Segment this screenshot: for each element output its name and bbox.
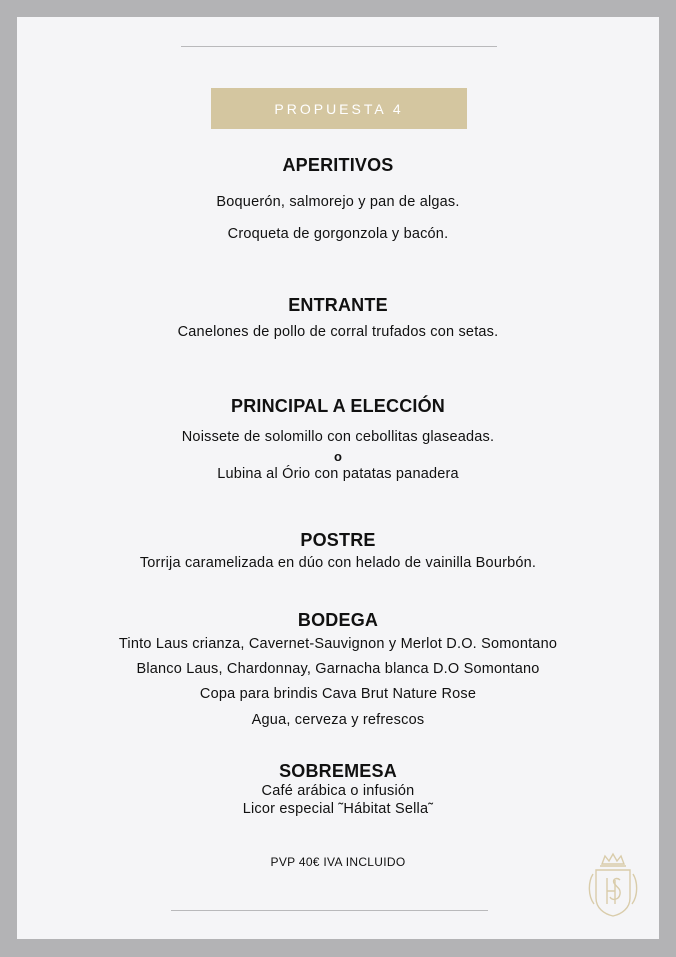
price-line: PVP 40€ IVA INCLUIDO (270, 855, 406, 869)
menu-item: Lubina al Ório con patatas panadera (217, 466, 459, 482)
menu-item: Croqueta de gorgonzola y bacón. (227, 226, 449, 242)
section-title-entrante: ENTRANTE (288, 295, 388, 315)
menu-page (17, 17, 659, 939)
menu-item: Canelones de pollo de corral trufados con setas. (177, 324, 499, 340)
menu-item: Café arábica o infusión (261, 783, 415, 799)
menu-item: Boquerón, salmorejo y pan de algas. (216, 194, 460, 210)
menu-item: Noissete de solomillo con cebollitas glaseadas. (181, 429, 495, 445)
section-title-sobremesa: SOBREMESA (279, 761, 397, 781)
menu-item: Torrija caramelizada en dúo con helado de vainilla Bourbón. (139, 555, 537, 571)
top-divider (181, 46, 497, 47)
choice-separator: o (334, 449, 342, 464)
section-title-bodega: BODEGA (297, 610, 379, 630)
menu-item: Blanco Laus, Chardonnay, Garnacha blanca D.O Somontano (136, 661, 540, 677)
section-title-principal: PRINCIPAL A ELECCIÓN (230, 396, 445, 416)
section-title-aperitivos: APERITIVOS (282, 155, 394, 175)
proposal-badge: PROPUESTA 4 (211, 88, 467, 129)
hotel-crest-logo-icon (584, 850, 642, 920)
section-title-postre: POSTRE (300, 530, 376, 550)
menu-item: Agua, cerveza y refrescos (251, 712, 425, 728)
menu-item: Tinto Laus crianza, Cavernet-Sauvignon y Merlot D.O. Somontano (118, 636, 558, 652)
bottom-divider (171, 910, 488, 911)
menu-item: Licor especial ˜Hábitat Sella˜ (242, 801, 434, 817)
menu-item: Copa para brindis Cava Brut Nature Rose (199, 686, 477, 702)
